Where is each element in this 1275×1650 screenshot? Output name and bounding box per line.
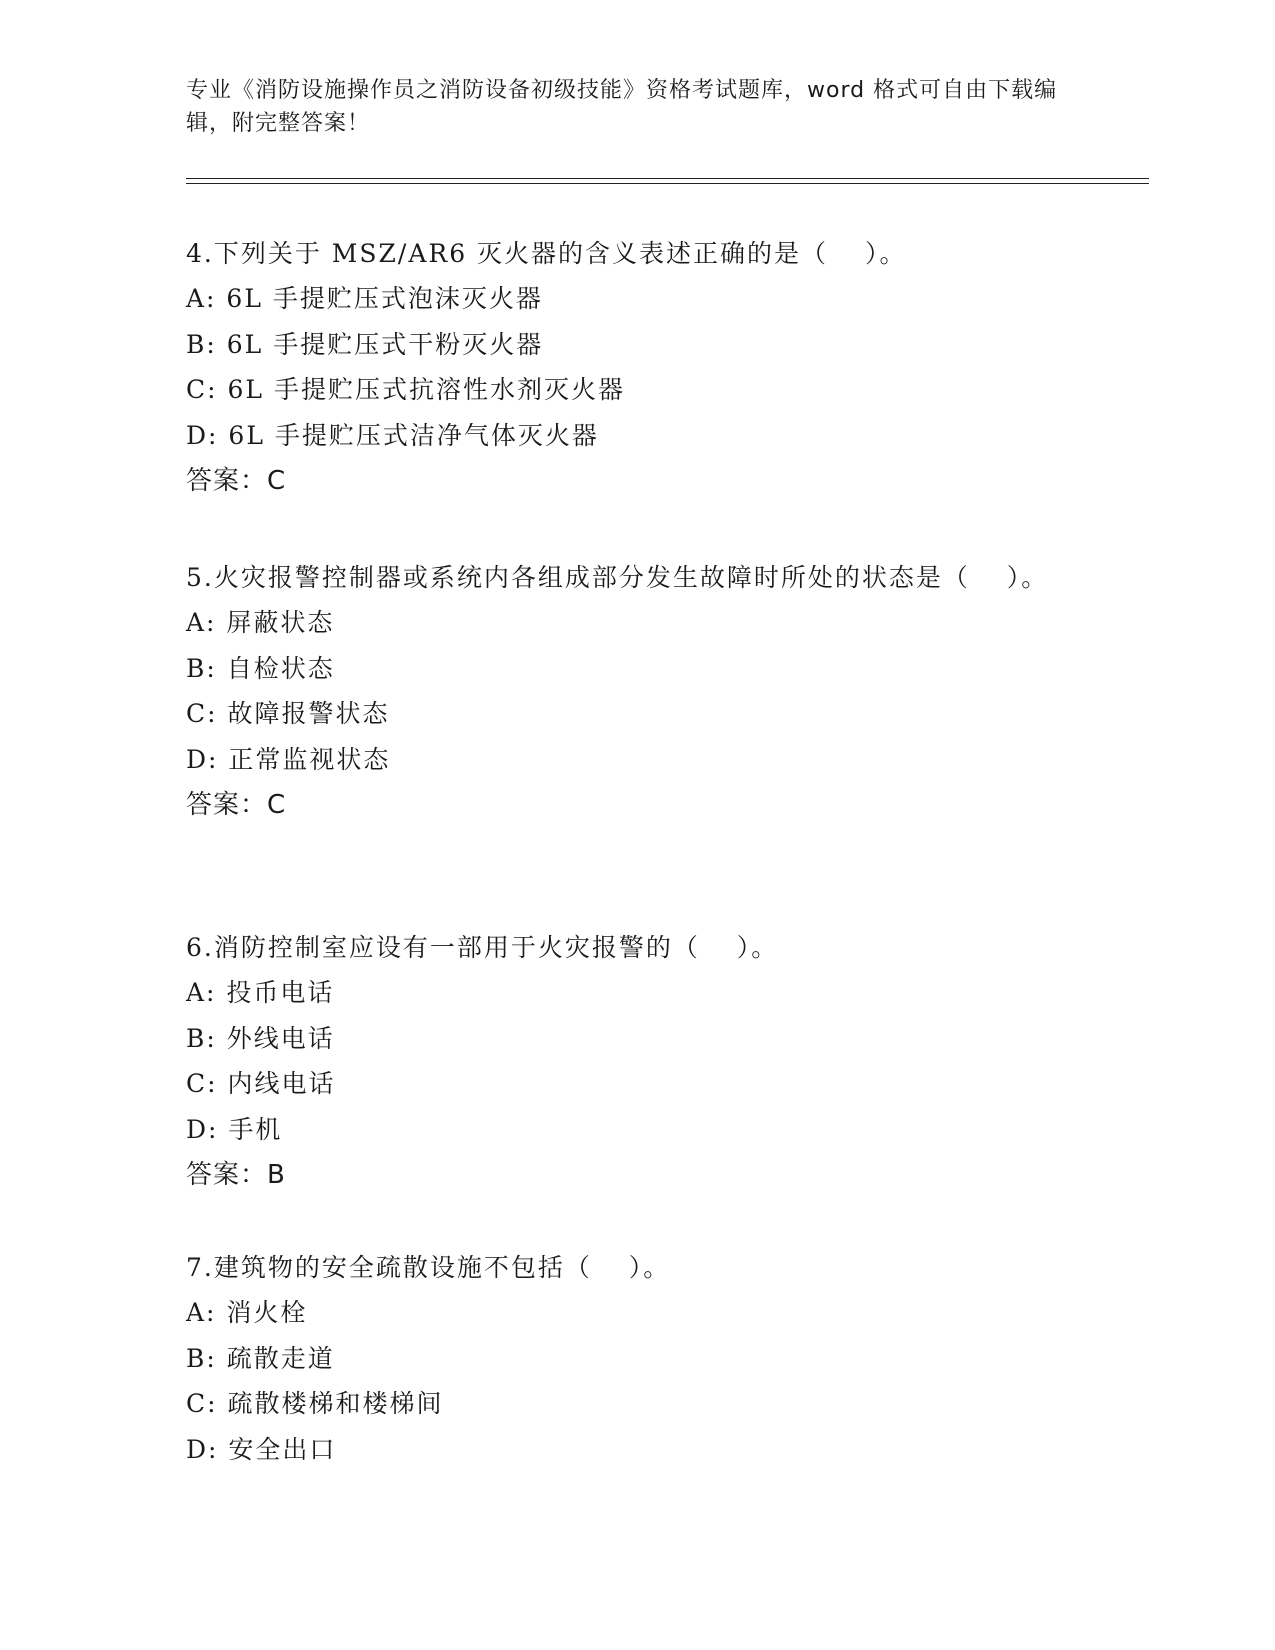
option-c: C: 故障报警状态 <box>186 699 390 728</box>
option-d: D: 手机 <box>186 1114 283 1144</box>
option-b: B: 疏散走道 <box>186 1343 335 1373</box>
option-d: D: 正常监视状态 <box>186 744 391 774</box>
question-7 <box>186 1245 1066 1472</box>
option-a: A: 消火栓 <box>186 1298 308 1327</box>
question-stem: 5.火灾报警控制器或系统内各组成部分发生故障时所处的状态是（ ）。 <box>186 563 1049 592</box>
header-divider-bottom <box>186 183 1149 184</box>
answer: 答案：C <box>186 466 287 496</box>
question-stem: 7.建筑物的安全疏散设施不包括（ ）。 <box>186 1253 671 1282</box>
question-stem: 4.下列关于 MSZ/AR6 灭火器的含义表述正确的是（ ）。 <box>186 239 907 268</box>
option-a: A: 屏蔽状态 <box>186 608 335 637</box>
option-a: A: 投币电话 <box>186 978 335 1007</box>
question-4 <box>186 231 1066 504</box>
document-intro: 专业《消防设施操作员之消防设备初级技能》资格考试题库，word 格式可自由下载编辑，附完整答案！ <box>186 78 1058 136</box>
option-d: D: 6L 手提贮压式洁净气体灭火器 <box>186 420 599 450</box>
question-5 <box>186 555 1066 828</box>
option-d: D: 安全出口 <box>186 1434 337 1464</box>
header-divider-top <box>186 178 1149 179</box>
option-b: B: 6L 手提贮压式干粉灭火器 <box>186 329 544 359</box>
question-stem: 6.消防控制室应设有一部用于火灾报警的（ ）。 <box>186 933 779 962</box>
option-a: A: 6L 手提贮压式泡沫灭火器 <box>186 284 543 313</box>
option-b: B: 自检状态 <box>186 653 335 683</box>
option-b: B: 外线电话 <box>186 1023 335 1053</box>
answer: 答案：B <box>186 1160 286 1190</box>
option-c: C: 疏散楼梯和楼梯间 <box>186 1389 444 1418</box>
option-c: C: 内线电话 <box>186 1069 336 1098</box>
answer: 答案：C <box>186 790 287 820</box>
question-6 <box>186 925 1066 1198</box>
option-c: C: 6L 手提贮压式抗溶性水剂灭火器 <box>186 375 625 404</box>
